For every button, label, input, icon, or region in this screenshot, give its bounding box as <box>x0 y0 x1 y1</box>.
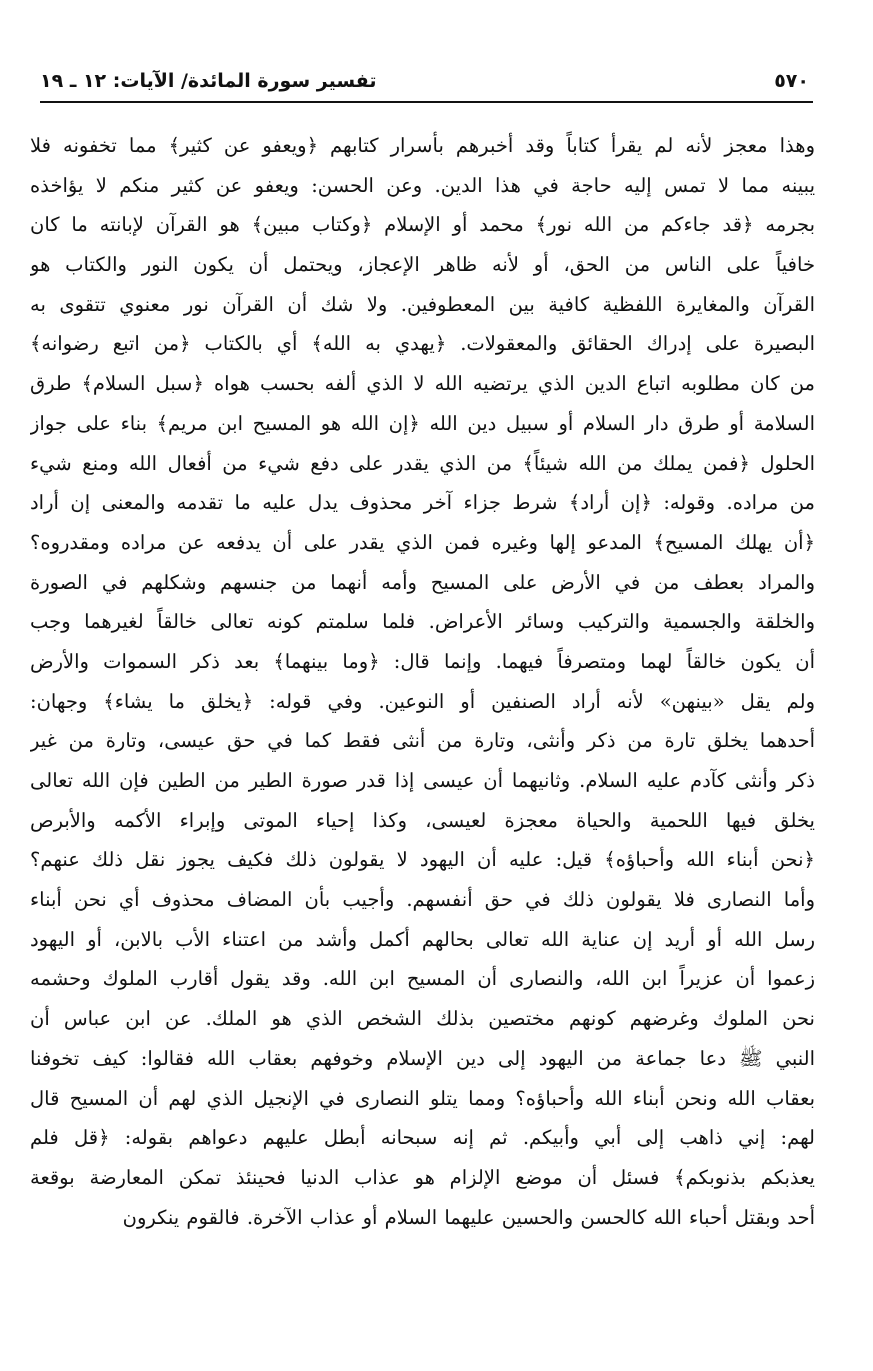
text-line: خافياً على الناس من الحق، أو لأنه ظاهر الإعجاز، ويحتمل أن يكون النور والكتاب هو <box>30 253 815 277</box>
text-line: يخلق فيها اللحمية والحياة معجزة لعيسى، وكذا إحياء الموتى وإبراء الأكمه والأبرص <box>30 808 815 832</box>
text-line: من كان مطلوبه اتباع الدين الذي يرتضيه الله لا الذي ألفه بحسب هواه ﴿سبل السلام﴾ طرق <box>30 372 815 396</box>
text-line: أن يكون خالقاً لهما ومتصرفاً فيهما. وإنما قال: ﴿وما بينهما﴾ بعد ذكر السموات والأرض <box>30 649 815 673</box>
text-line: بجرمه ﴿قد جاءكم من الله نور﴾ محمد أو الإسلام ﴿وكتاب مبين﴾ هو القرآن لإبانته ما كان <box>30 213 815 237</box>
text-line: الحلول ﴿فمن يملك من الله شيئاً﴾ من الذي يقدر على دفع شيء من أفعال الله ومنع شيء <box>30 451 815 475</box>
text-line: أحدهما يخلق تارة من ذكر وأنثى، وتارة من أنثى فقط كما في حق عيسى، وتارة من غير <box>30 729 815 753</box>
text-line: أحد وبقتل أحباء الله كالحسن والحسين عليهما السلام أو عذاب الآخرة. فالقوم ينكرون <box>122 1205 815 1229</box>
text-line: النبي ﷺ دعا جماعة من اليهود إلى دين الإسلام وخوفهم بعقاب الله فقالوا: كيف تخوفنا <box>30 1046 815 1070</box>
text-line: وهذا معجز لأنه لم يقرأ كتاباً وقد أخبرهم بأسرار كتابهم ﴿ويعفو عن كثير﴾ مما تخفونه فلا <box>30 134 815 157</box>
text-line: والمراد بعطف من في الأرض على المسيح وأمه أنهما من جنسهم وشكلهم في الصورة <box>30 570 815 594</box>
text-line: بعقاب الله ونحن أبناء الله وأحباؤه؟ ومما يتلو النصارى في الإنجيل الذي لهم أن المسيح قال <box>30 1086 815 1110</box>
page-header <box>40 66 809 96</box>
text-line: زعموا أن عزيراً ابن الله، والنصارى أن المسيح ابن الله. وقد يقول أقارب الملوك وحشمه <box>30 967 815 991</box>
text-line: لهم: إني ذاهب إلى أبي وأبيكم. ثم إنه سبحانه أبطل عليهم دعواهم بقوله: ﴿قل فلم <box>30 1126 815 1150</box>
text-line: ﴿نحن أبناء الله وأحباؤه﴾ قيل: عليه أن اليهود لا يقولون ذلك فكيف يجوز نقل ذلك عنهم؟ <box>30 848 815 872</box>
text-line: ولم يقل «بينهن» لأنه أراد الصنفين أو النوعين. وفي قوله: ﴿يخلق ما يشاء﴾ وجهان: <box>30 689 815 713</box>
body-text <box>30 126 815 1237</box>
text-line: رسل الله أو أريد إن عناية الله تعالى بحالهم أكمل وأشد من اعتناء الأب بالابن، أو اليهود <box>30 927 815 951</box>
text-line: وأما النصارى فلا يقولون ذلك في حق أنفسهم. وأجيب بأن المضاف محذوف أي نحن أبناء <box>30 888 815 912</box>
text-line: من مراده. وقوله: ﴿إن أراد﴾ شرط جزاء آخر محذوف يدل عليه ما تقدمه والمعنى إن أراد <box>30 491 815 515</box>
text-line: نحن الملوك وغرضهم كونهم مختصين بذلك الشخص الذي هو الملك. عن ابن عباس أن <box>30 1007 815 1031</box>
running-title: تفسير سورة المائدة/ الآيات: ١٢ ـ ١٩ <box>40 70 377 92</box>
text-line: القرآن والمغايرة اللفظية كافية بين المعطوفين. ولا شك أن القرآن نور معنوي تتقوى به <box>30 292 815 316</box>
header-rule <box>40 101 813 103</box>
text-line: ﴿أن يهلك المسيح﴾ المدعو إلها وغيره فمن الذي يقدر على أن يدفعه عن مراده ومقدروه؟ <box>30 530 815 554</box>
text-line: يعذبكم بذنوبكم﴾ فسئل أن موضع الإلزام هو عذاب الدنيا فحينئذ تمكن المعارضة بوقعة <box>30 1165 815 1189</box>
text-line: السلامة أو طرق دار السلام أو سبيل دين الله ﴿إن الله هو المسيح ابن مريم﴾ بناء على جواز <box>30 411 815 435</box>
text-line: البصيرة على إدراك الحقائق والمعقولات. ﴿يهدي به الله﴾ أي بالكتاب ﴿من اتبع رضوانه﴾ <box>30 332 815 356</box>
text-line: والخلقة والجسمية والتركيب وسائر الأعراض. فلما سلمتم كونه تعالى خالقاً لغيرهما وجب <box>30 610 815 634</box>
page-number: ٥٧٠ <box>774 70 809 92</box>
text-line: ذكر وأنثى كآدم عليه السلام. وثانيهما أن عيسى إذا قدر صورة الطير من الطين فإن الله تعالى <box>30 769 815 792</box>
text-line: يبينه مما لا تمس إليه حاجة في هذا الدين. وعن الحسن: ويعفو عن كثير منكم لا يؤاخذه <box>30 173 815 197</box>
